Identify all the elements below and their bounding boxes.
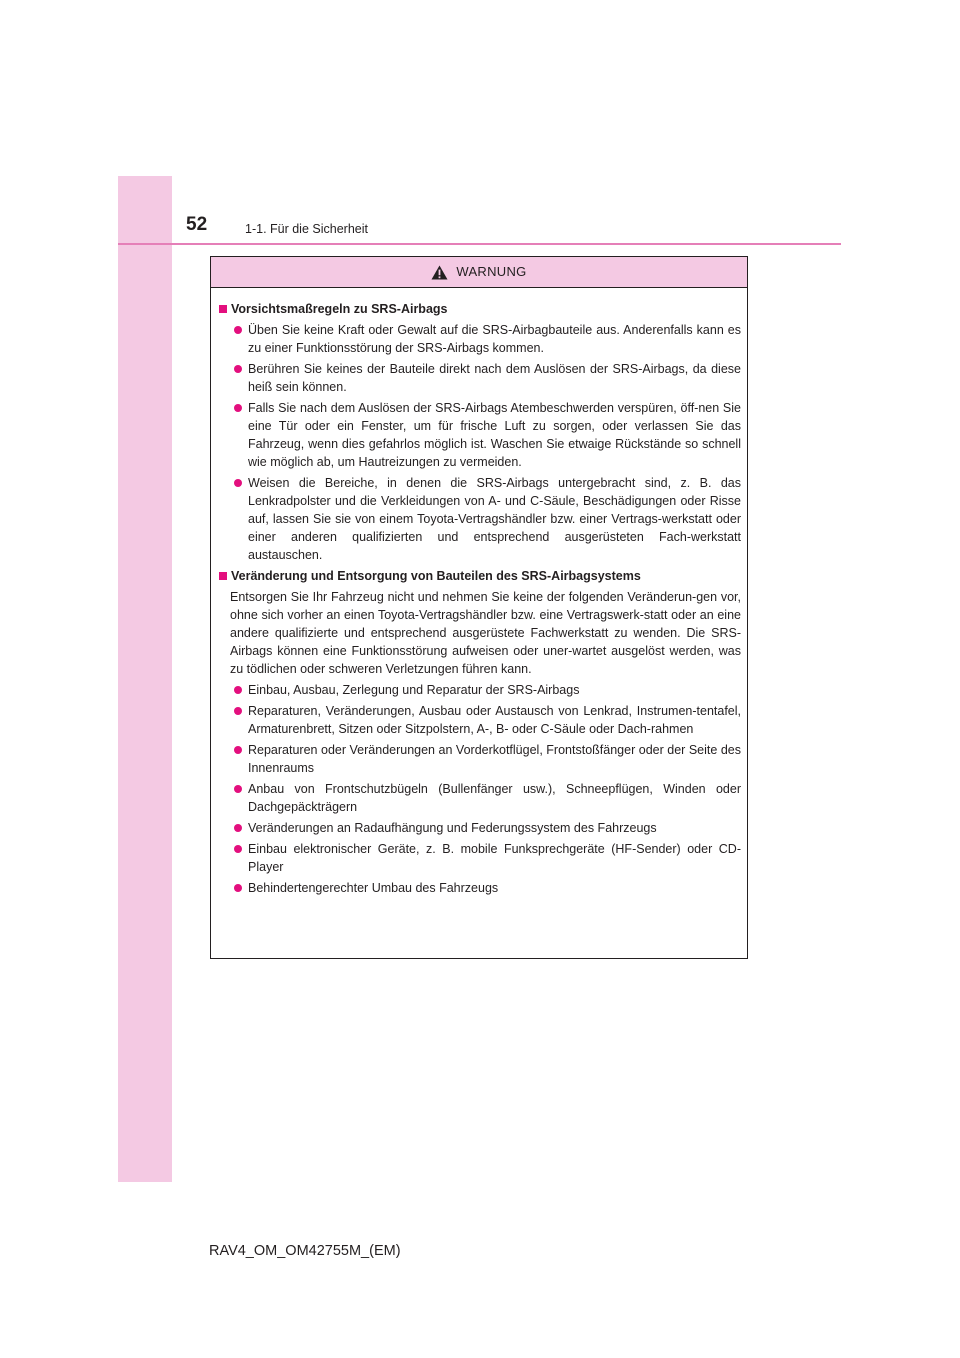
warning-triangle-icon — [431, 265, 448, 280]
page-number: 52 — [186, 214, 208, 235]
round-bullet-icon — [234, 845, 242, 853]
round-bullet-icon — [234, 884, 242, 892]
list-item — [219, 741, 741, 777]
list-item — [219, 399, 741, 471]
warning-title: WARNUNG — [456, 264, 527, 279]
section-title: 1-1. Für die Sicherheit — [245, 222, 368, 236]
round-bullet-icon — [234, 785, 242, 793]
list-item-text: Einbau elektronischer Geräte, z. B. mobile Funksprechgeräte (HF-Sender) oder CD-Player — [248, 842, 741, 874]
list-item-text: Weisen die Bereiche, in denen die SRS-Airbags untergebracht sind, z. B. das Lenkradpolster und die Verkleidungen von A- und C-Säule, Beschädigungen oder Risse auf, lassen Sie sie von einem Toyota-Vertragshändler bzw. einer Vertrags-werkstatt oder einer anderen qualifizierten und entsprechend ausgerüsteten Fach-werkstatt austauschen. — [248, 476, 741, 562]
document-code: RAV4_OM_OM42755M_(EM) — [209, 1243, 401, 1259]
side-color-band — [118, 176, 172, 1182]
warning-box — [210, 256, 748, 959]
round-bullet-icon — [234, 479, 242, 487]
section-heading — [219, 567, 741, 585]
heading-text: Vorsichtsmaßregeln zu SRS-Airbags — [231, 302, 448, 316]
list-item — [219, 819, 741, 837]
list-item-text: Falls Sie nach dem Auslösen der SRS-Airbags Atembeschwerden verspüren, öff-nen Sie eine Tür oder ein Fenster, um für frische Luft zu sorgen, oder verlassen Sie das Fahrzeug, wenn dies gefahrlos möglich ist. Waschen Sie etwaige Rückstände so schnell wie möglich ab, um Hautreizungen zu vermeiden. — [248, 401, 741, 469]
round-bullet-icon — [234, 824, 242, 832]
round-bullet-icon — [234, 746, 242, 754]
warning-header — [211, 257, 747, 288]
list-item — [219, 681, 741, 699]
list-item-text: Behindertengerechter Umbau des Fahrzeugs — [248, 881, 499, 895]
list-item-text: Reparaturen, Veränderungen, Ausbau oder Austausch von Lenkrad, Instrumen-tentafel, Armaturenbrett, Sitzen oder Sitzpolstern, A-, B- oder C-Säule oder Dach-rahmen — [248, 704, 741, 736]
list-item — [219, 474, 741, 564]
list-item — [219, 840, 741, 876]
list-item — [219, 879, 741, 897]
list-item — [219, 360, 741, 396]
heading-text: Veränderung und Entsorgung von Bauteilen des SRS-Airbagsystems — [231, 569, 641, 583]
list-item-text: Üben Sie keine Kraft oder Gewalt auf die SRS-Airbagbauteile aus. Anderenfalls kann es zu einer Funktionsstörung der SRS-Airbags kommen. — [248, 323, 741, 355]
list-item-text: Reparaturen oder Veränderungen an Vorderkotflügel, Frontstoßfänger oder der Seite des Innenraums — [248, 743, 741, 775]
list-item-text: Veränderungen an Radaufhängung und Federungssystem des Fahrzeugs — [248, 821, 657, 835]
list-item — [219, 702, 741, 738]
section-heading — [219, 300, 741, 318]
square-bullet-icon — [219, 305, 227, 313]
round-bullet-icon — [234, 365, 242, 373]
list-item-text: Anbau von Frontschutzbügeln (Bullenfänger usw.), Schneepflügen, Winden oder Dachgepäckträgern — [248, 782, 741, 814]
round-bullet-icon — [234, 326, 242, 334]
round-bullet-icon — [234, 707, 242, 715]
square-bullet-icon — [219, 572, 227, 580]
header-rule — [118, 243, 841, 245]
list-item-text: Berühren Sie keines der Bauteile direkt nach dem Auslösen der SRS-Airbags, da diese heiß sein können. — [248, 362, 741, 394]
round-bullet-icon — [234, 686, 242, 694]
list-item-text: Einbau, Ausbau, Zerlegung und Reparatur der SRS-Airbags — [248, 683, 580, 697]
warning-body — [211, 288, 747, 897]
section-paragraph: Entsorgen Sie Ihr Fahrzeug nicht und nehmen Sie keine der folgenden Veränderun-gen vor, ohne sich vorher an einen Toyota-Vertragshändler bzw. eine Vertragswerk-statt oder an eine andere qualifizierte und entsprechend ausgerüstete Fachwerkstatt zu wenden. Die SRS-Airbags können eine Funktionsstörung aufweisen oder uner-wartet ausgelöst werden, was zu tödlichen oder schweren Verletzungen führen kann. — [230, 590, 741, 676]
list-item — [219, 321, 741, 357]
list-item — [219, 780, 741, 816]
round-bullet-icon — [234, 404, 242, 412]
